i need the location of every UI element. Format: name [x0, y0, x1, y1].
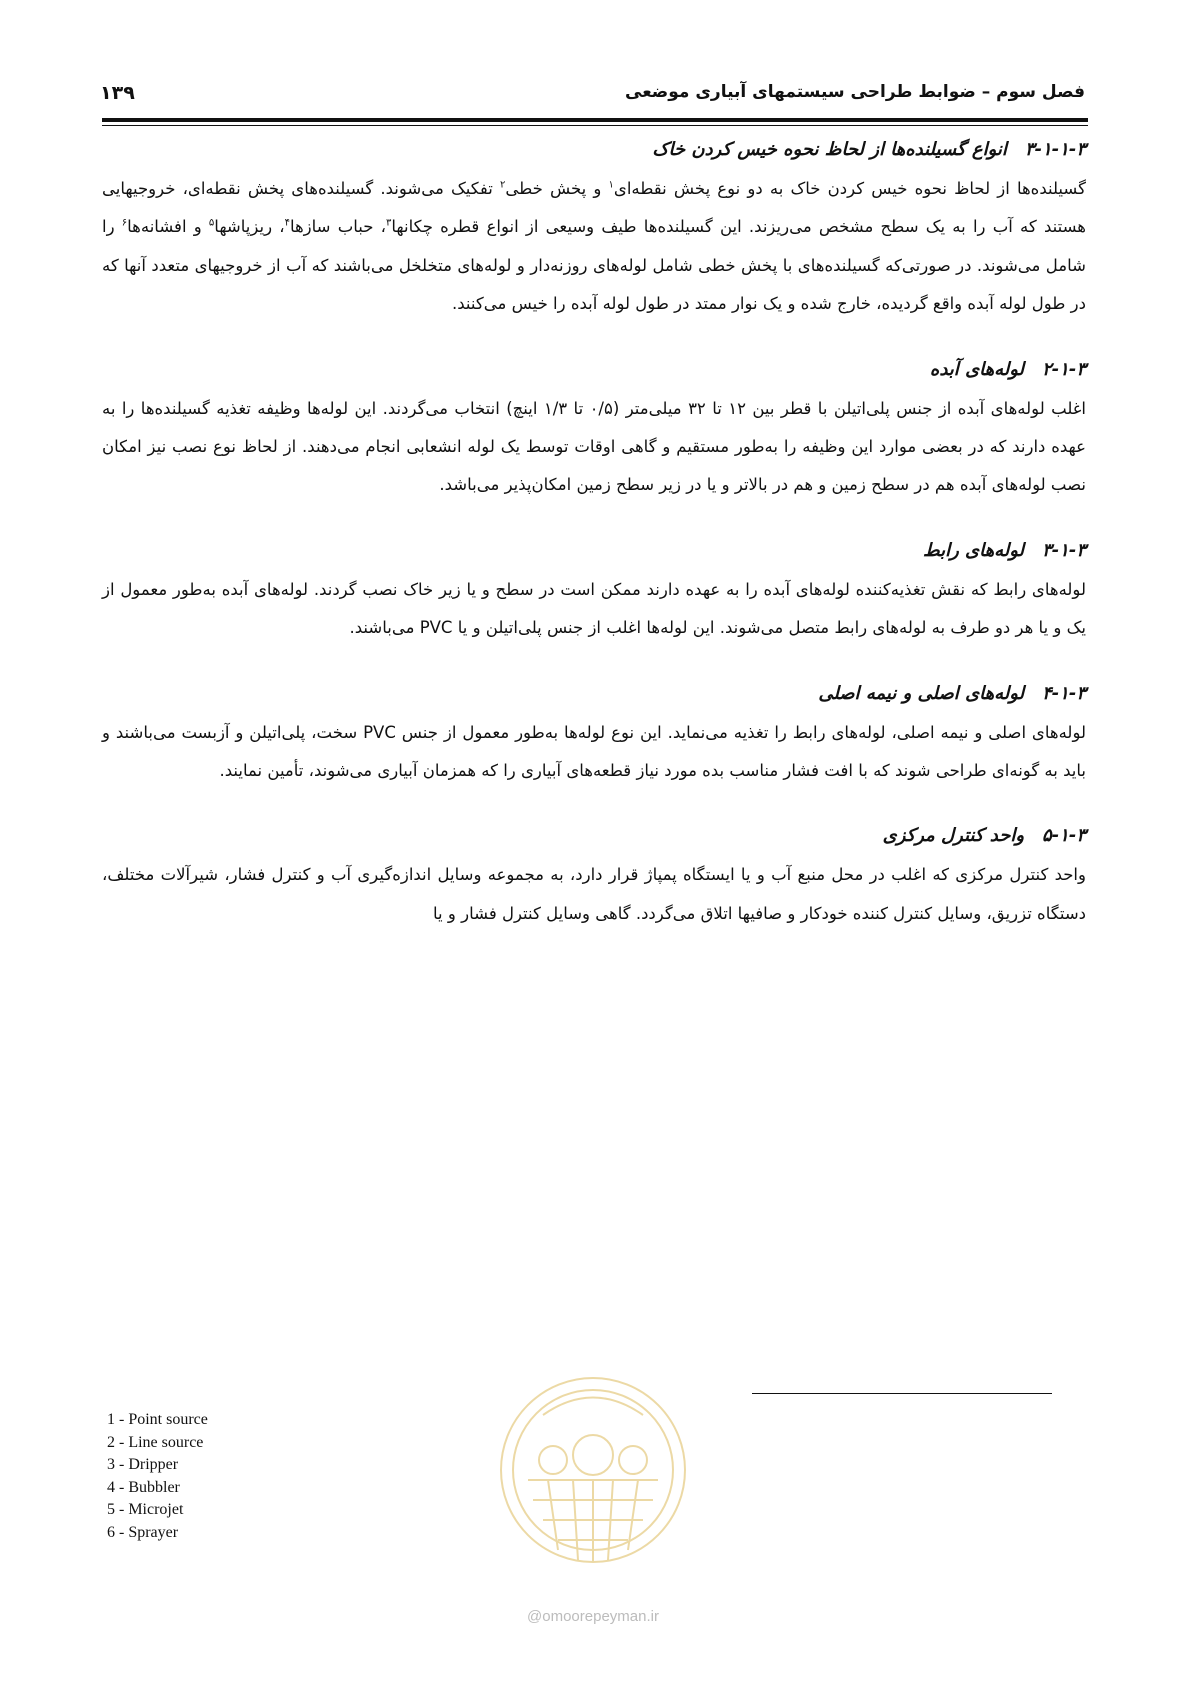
- watermark-logo-icon: [488, 1360, 698, 1600]
- section-title: لوله‌های اصلی و نیمه اصلی: [818, 682, 1025, 704]
- text-run: را شامل می‌شوند. در صورتی‌که گسیلنده‌های با پخش خطی شامل لوله‌های روزنه‌دار و لوله‌های متخلخل می‌باشند که آب از خروجیهای متعدد آنها که در طول لوله آبده واقع گردیده، خارج شده و یک نوار ممتد در طول لوله آبده را خیس می‌کنند.: [102, 217, 1086, 314]
- footnote-ref: ۵: [208, 217, 215, 229]
- body-text: [102, 130, 1086, 959]
- section-paragraph: اغلب لوله‌های آبده از جنس پلی‌اتیلن با قطر بین ۱۲ تا ۳۲ میلی‌متر (۰/۵ تا ۱/۳ اینچ) انتخاب می‌گردند. این لوله‌ها وظیفه تغذیه گسیلنده‌ها را به عهده دارند که در بعضی موارد این وظیفه را به‌طور مستقیم و گاهی اوقات توسط یک لوله انشعابی انجام می‌دهند. از لحاظ نوع نصب نیز امکان نصب لوله‌های آبده هم در سطح زمین و هم در بالاتر و یا در زیر سطح زمین امکان‌پذیر می‌باشد.: [102, 398, 1087, 495]
- section-manifolds: [102, 531, 1086, 648]
- section-paragraph: لوله‌های اصلی و نیمه اصلی، لوله‌های رابط را تغذیه می‌نماید. این نوع لوله‌ها به‌طور معمول از جنس PVC سخت، پلی‌اتیلن و آزبست می‌باشند و باید به گونه‌ای طراحی شوند که با افت فشار مناسب بده مورد نیاز قطعه‌های آبیاری را که همزمان آبیاری می‌شوند، تأمین نمایند.: [102, 722, 1086, 781]
- footnote-ref: ۱: [608, 179, 614, 191]
- footnote-ref: ۶: [121, 217, 128, 229]
- text-run: تفکیک می‌شوند. گسیلنده‌های پخش نقطه‌ای، خروجیهایی هستند که آب را به یک سطح مشخص می‌ریزند. این گسیلنده‌ها طیف وسیعی از انواع قطره چکانها: [102, 179, 1086, 237]
- section-number: ۳-۱-۱-۳: [1024, 139, 1086, 160]
- footnote-item: 4 - Bubbler: [107, 1478, 180, 1496]
- footnote-ref: ۳: [386, 217, 392, 229]
- text-run: و پخش خطی: [505, 179, 609, 198]
- section-title: واحد کنترل مرکزی: [882, 825, 1025, 847]
- footnote-item: 5 - Microjet: [107, 1501, 184, 1518]
- header-rule-thick: [102, 118, 1088, 122]
- text-run: ، حباب سازها: [289, 217, 386, 237]
- text-run: گسیلنده‌ها از لحاظ نحوه خیس کردن خاک به دو نوع پخش نقطه‌ای: [613, 179, 1086, 198]
- footnote-item: 2 - Line source: [107, 1433, 204, 1451]
- section-number: ۵-۱-۳: [1042, 825, 1086, 847]
- section-paragraph: لوله‌های رابط که نقش تغذیه‌کننده لوله‌های آبده را به عهده دارند ممکن است در سطح و یا زیر خاک نصب گردند. لوله‌های آبده به‌طور معمول از یک و یا هر دو طرف به لوله‌های رابط متصل می‌شوند. این لوله‌ها اغلب از جنس پلی‌اتیلن و یا PVC می‌باشند.: [102, 579, 1086, 638]
- watermark: [488, 1360, 698, 1625]
- footnote-ref: ۴: [284, 217, 290, 229]
- text-run: و افشانه‌ها: [127, 217, 209, 237]
- section-main-pipes: [102, 674, 1086, 791]
- footnote-item: 3 - Dripper: [107, 1456, 179, 1473]
- section-number: ۲-۱-۳: [1042, 358, 1086, 380]
- section-number: ۳-۱-۳: [1042, 539, 1086, 561]
- section-laterals: [102, 350, 1086, 505]
- section-emitter-types: [102, 130, 1086, 324]
- footnote-item: 1 - Point source: [107, 1411, 208, 1428]
- footnote-ref: ۲: [499, 179, 506, 191]
- footnote-item: 6 - Sprayer: [107, 1523, 179, 1541]
- section-title: انواع گسیلنده‌ها از لحاظ نحوه خیس کردن خاک: [652, 139, 1007, 160]
- section-title: لوله‌های رابط: [923, 539, 1025, 561]
- footnote-rule: [752, 1393, 1052, 1394]
- section-heading: [102, 816, 1086, 856]
- section-heading: [102, 130, 1086, 170]
- page-header: [0, 60, 1190, 120]
- watermark-text: @omoorepeyman.ir: [527, 1608, 659, 1625]
- footnotes: [107, 1409, 208, 1544]
- section-paragraph: واحد کنترل مرکزی که اغلب در محل منبع آب و یا ایستگاه پمپاژ قرار دارد، به مجموعه وسایل اندازه‌گیری آب و کنترل فشار، شیرآلات مختلف، دستگاه تزریق، وسایل کنترل کننده خودکار و صافیها اتلاق می‌گردد. گاهی وسایل کنترل فشار و یا: [102, 865, 1086, 923]
- text-run: ، ریزپاشها: [214, 217, 285, 237]
- section-paragraph: [102, 170, 1086, 324]
- section-heading: [102, 350, 1086, 390]
- section-heading: [102, 531, 1086, 571]
- header-rule-thin: [102, 125, 1088, 126]
- page-number: ۱۳۹: [100, 82, 135, 104]
- section-heading: [102, 674, 1086, 714]
- section-title: لوله‌های آبده: [929, 358, 1025, 380]
- chapter-title: فصل سوم – ضوابط طراحی سیستمهای آبیاری موضعی: [625, 82, 1085, 102]
- section-control-head: [102, 816, 1086, 933]
- section-number: ۴-۱-۳: [1042, 682, 1086, 704]
